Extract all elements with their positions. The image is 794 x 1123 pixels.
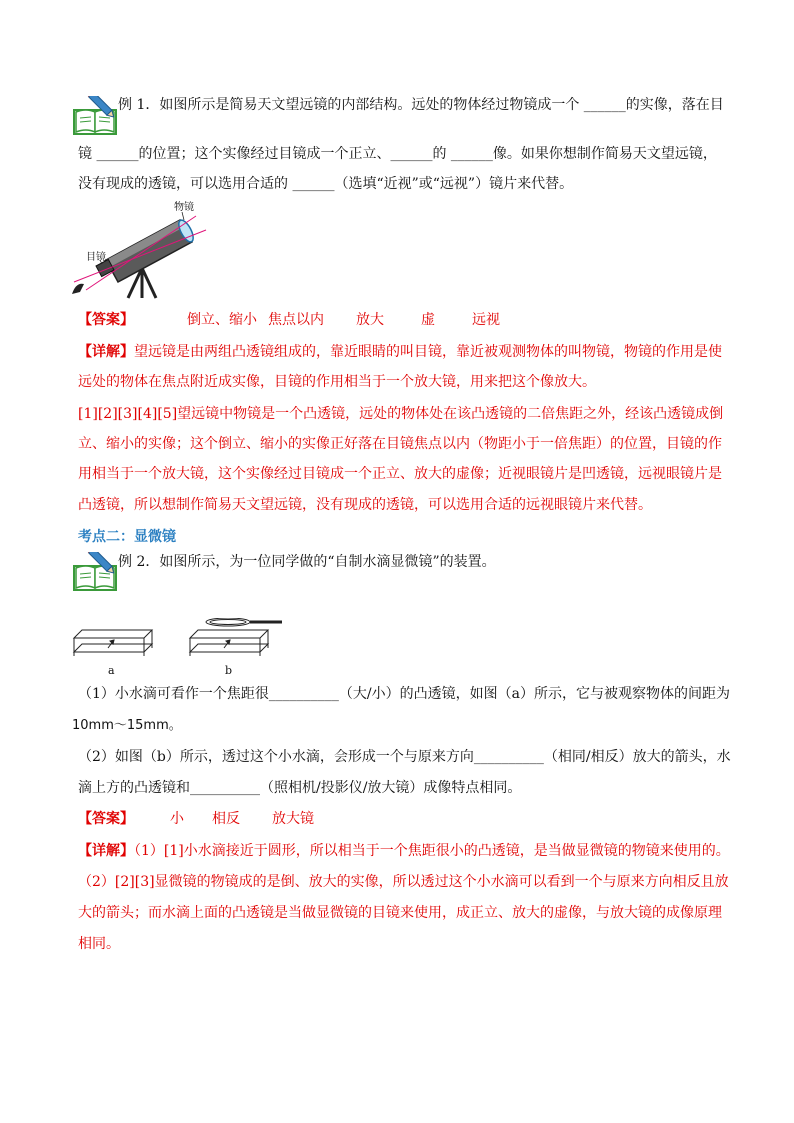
answer-5: 远视 bbox=[472, 312, 500, 328]
answer-3: 放大镜 bbox=[272, 811, 314, 827]
example1-detail-line3: [1][2][3][4][5]望远镜中物镜是一个凸透镜，远处的物体处在该凸透镜的二倍焦距之外，经该凸透镜成倒 bbox=[78, 406, 724, 422]
figure-a bbox=[74, 630, 152, 656]
question2-line1: （2）如图（b）所示，透过这个小水滴，会形成一个与原来方向__________（相同/相反）放大的箭头，水 bbox=[78, 749, 731, 765]
answer-1: 倒立、缩小 bbox=[187, 312, 257, 328]
detail-text: 望远镜是由两组凸透镜组成的，靠近眼睛的叫目镜，靠近被观测物体的叫物镜，物镜的作用是使 bbox=[134, 344, 722, 360]
detail-tag: 【详解】 bbox=[78, 843, 134, 859]
example1-line2: 镜 ______的位置；这个实像经过目镜成一个正立、______的 ______像。如果你想制作简易天文望远镜， bbox=[78, 146, 717, 162]
example1-detail-line1 bbox=[78, 342, 722, 362]
book-pencil-icon bbox=[72, 96, 120, 136]
answer-2: 相反 bbox=[212, 811, 240, 827]
question1-line1: （1）小水滴可看作一个焦距很__________（大/小）的凸透镜，如图（a）所示，它与被观察物体的间距为 bbox=[78, 686, 730, 702]
book-pencil-icon bbox=[72, 552, 120, 592]
example1-detail-line4: 立、缩小的实像；这个倒立、缩小的实像正好落在目镜焦点以内（物距小于一倍焦距）的位置，目镜的作 bbox=[78, 436, 722, 452]
example2-detail-line1 bbox=[78, 841, 730, 861]
detail-text: （1）[1]小水滴接近于圆形，所以相当于一个焦距很小的凸透镜，是当做显微镜的物镜来使用的。 bbox=[134, 843, 730, 859]
section-heading: 考点二：显微镜 bbox=[78, 529, 176, 545]
question1-line2: 10mm～15mm。 bbox=[72, 718, 182, 733]
example2-line1: 例 2．如图所示，为一位同学做的“自制水滴显微镜”的装置。 bbox=[118, 554, 496, 570]
answer-4: 虚 bbox=[421, 312, 435, 328]
objective-label: 物镜 bbox=[174, 202, 194, 213]
question2-line2: 滴上方的凸透镜和__________（照相机/投影仪/放大镜）成像特点相同。 bbox=[78, 780, 522, 796]
example1-detail-line2: 远处的物体在焦点附近成实像，目镜的作用相当于一个放大镜，用来把这个像放大。 bbox=[78, 374, 596, 390]
figure-b-label: b bbox=[225, 664, 233, 677]
answer-2: 焦点以内 bbox=[268, 312, 324, 328]
telescope-figure bbox=[72, 196, 212, 300]
answer-1: 小 bbox=[170, 811, 184, 827]
example2-detail-line3: 大的箭头；而水滴上面的凸透镜是当做显微镜的目镜来使用，成正立、放大的虚像，与放大镜的成像原理 bbox=[78, 905, 722, 921]
example2-detail-line4: 相同。 bbox=[78, 936, 120, 952]
water-drop-microscope-figure bbox=[70, 618, 300, 682]
example1-answer-row bbox=[78, 310, 500, 330]
figure-b bbox=[190, 618, 282, 656]
answer-tag: 【答案】 bbox=[78, 312, 134, 328]
example1-line1: 例 1．如图所示是简易天文望远镜的内部结构。远处的物体经过物镜成一个 ______的实像，落在目 bbox=[118, 97, 724, 113]
example2-detail-line2: （2）[2][3]显微镜的物镜成的是倒、放大的实像，所以透过这个小水滴可以看到一个与原来方向相反且放 bbox=[78, 874, 729, 890]
answer-3: 放大 bbox=[356, 312, 384, 328]
figure-a-label: a bbox=[108, 664, 115, 677]
eyepiece-label: 目镜 bbox=[86, 252, 106, 263]
detail-tag: 【详解】 bbox=[78, 344, 134, 360]
example2-answer-row bbox=[78, 809, 314, 829]
example1-detail-line6: 凸透镜，所以想制作简易天文望远镜，没有现成的透镜，可以选用合适的远视眼镜片来代替。 bbox=[78, 497, 652, 513]
example1-line3: 没有现成的透镜，可以选用合适的 ______（选填“近视”或“远视”）镜片来代替。 bbox=[78, 176, 574, 192]
example1-detail-line5: 用相当于一个放大镜，这个实像经过目镜成一个正立、放大的虚像；近视眼镜片是凹透镜，远视眼镜片是 bbox=[78, 466, 722, 482]
answer-tag: 【答案】 bbox=[78, 811, 134, 827]
